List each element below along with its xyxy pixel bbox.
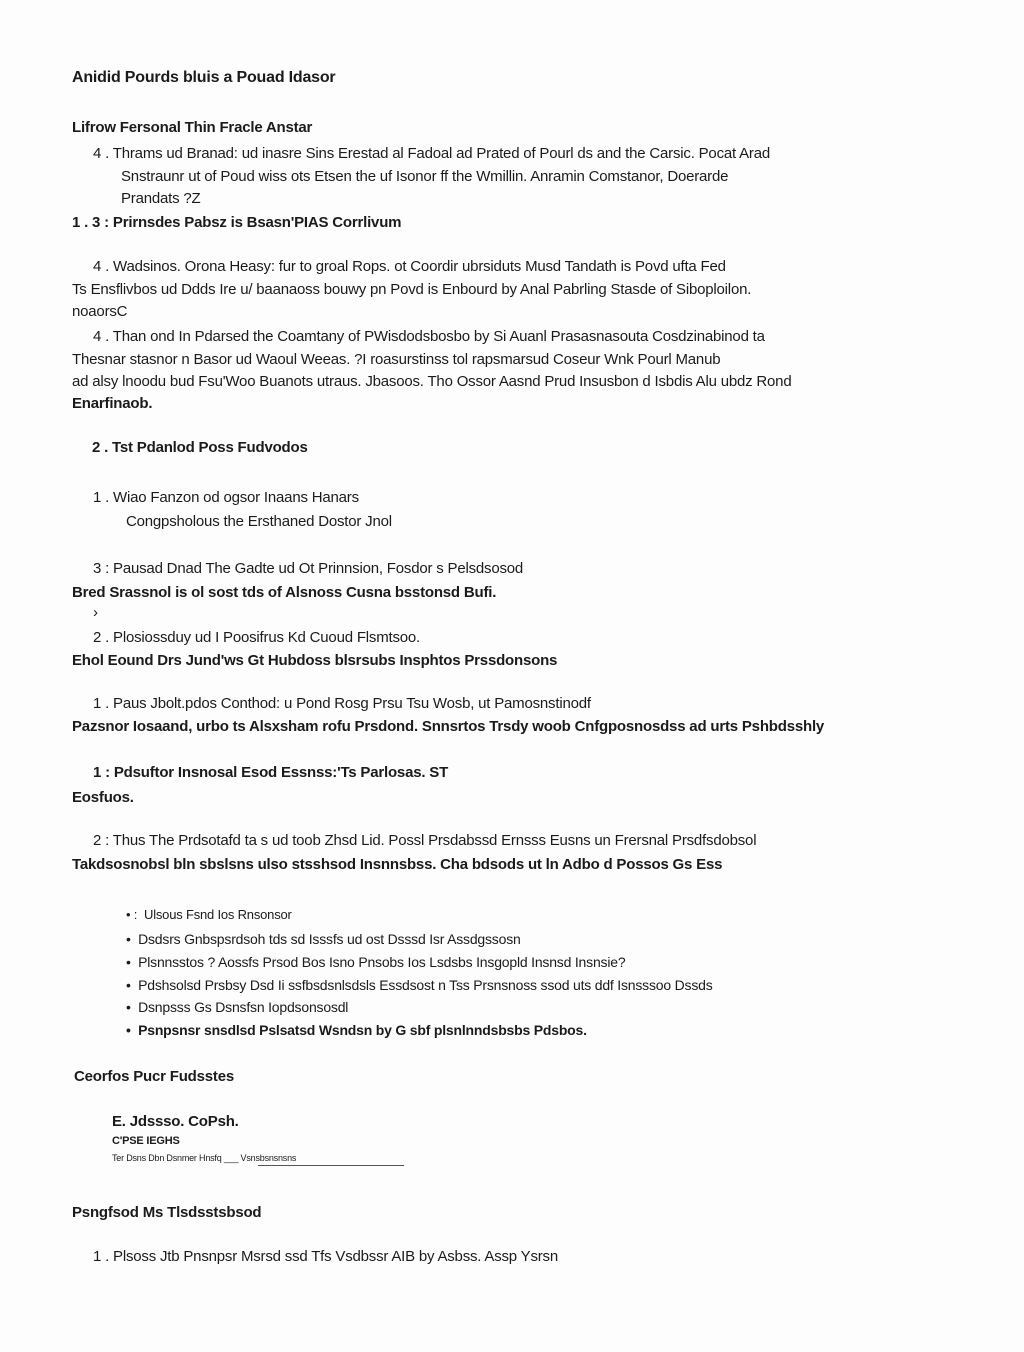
bullet-icon: • [126, 977, 139, 993]
paragraph-line: Snstraunr ut of Poud wiss ots Etsen the uf Isonor ff the Wmillin. Anramin Comstanor, Doerarde [121, 168, 729, 185]
bullet-icon: • [126, 954, 139, 970]
bullet-text: Dsnpsss Gs Dsnsfsn Iopdsonsosdl [138, 999, 349, 1015]
list-item: › [93, 604, 98, 621]
paragraph-line: 4 . Than ond In Pdarsed the Coamtany of PWisdodsbosbo by Si Auanl Prasasnasouta Cosdzinabinod ta [93, 328, 765, 345]
section-heading: 2 . Tst Pdanlod Poss Fudvodos [92, 439, 308, 456]
list-item [126, 974, 713, 996]
bullet-icon: • : [126, 907, 144, 922]
bullet-icon: • [126, 931, 139, 947]
list-item: Takdsosnobsl bln sbslsns ulso stsshsod Insnnsbss. Cha bdsods ut ln Adbo d Possos Gs Ess [72, 856, 723, 873]
paragraph-line: 4 . Thrams ud Branad: ud inasre Sins Erestad al Fadoal ad Prated of Pourl ds and the Carsic. Pocat Arad [93, 145, 771, 162]
list-item: 1 . Wiao Fanzon od ogsor Inaans Hanars [93, 489, 359, 506]
list-item [126, 996, 348, 1018]
paragraph-line: 4 . Wadsinos. Orona Heasy: fur to groal Rops. ot Coordir ubrsiduts Musd Tandath is Povd ufta Fed [93, 258, 726, 275]
bullet-text: Dsdsrs Gnbspsrdsoh tds sd Isssfs ud ost Dsssd Isr Assdgssosn [138, 931, 521, 947]
list-item: 1 . 3 : Prirnsdes Pabsz is Bsasn'PIAS Corrlivum [72, 214, 402, 231]
section-heading: Ceorfos Pucr Fudsstes [74, 1068, 235, 1085]
paragraph-line: Ts Ensflivbos ud Ddds Ire u/ baanaoss bouwy pn Povd is Enbourd by Anal Pabrling Stasde of Siboploilon. [72, 281, 752, 298]
list-item: 1 . Plsoss Jtb Pnsnpsr Msrsd ssd Tfs Vsdbssr AIB by Asbss. Assp Ysrsn [93, 1248, 558, 1265]
bullet-text: Psnpsnsr snsdlsd Pslsatsd Wsndsn by G sbf plsnlnndsbsbs Pdsbos. [138, 1022, 587, 1038]
paragraph-line: ad alsy lnoodu bud Fsu'Woo Buanots utraus. Jbasoos. Tho Ossor Aasnd Prud Insusbon d Isbdis Alu ubdz Rond [72, 373, 792, 390]
list-item [126, 904, 292, 926]
signature-line [258, 1165, 404, 1166]
list-item: Congpsholous the Ersthaned Dostor Jnol [126, 513, 392, 530]
list-item: 3 : Pausad Dnad The Gadte ud Ot Prinnsion, Fosdor s Pelsdsosod [93, 560, 524, 577]
paragraph-line: Thesnar stasnor n Basor ud Waoul Weeas. ?I roasurstinss tol rapsmarsud Coseur Wnk Pourl Manub [72, 351, 721, 368]
paragraph-line: Prandats ?Z [121, 190, 201, 207]
list-item [126, 1019, 587, 1041]
list-item: 2 . Plosiossduy ud I Poosifrus Kd Cuoud Flsmtsoo. [93, 629, 421, 646]
list-item [126, 951, 625, 973]
list-item: 2 : Thus The Prdsotafd ta s ud toob Zhsd Lid. Possl Prsdabssd Ernsss Eusns un Frersnal Prsdfsdobsol [93, 832, 757, 849]
section-heading: Lifrow Fersonal Thin Fracle Anstar [72, 119, 313, 136]
paragraph-line: Enarfinaob. [72, 395, 153, 412]
list-item [126, 928, 521, 950]
signer-subtitle: C'PSE IEGHS [112, 1135, 180, 1147]
list-item: Pazsnor Iosaand, urbo ts Alsxsham rofu Prsdond. Snnsrtos Trsdy woob Cnfgposnosdss ad urts Pshbdsshly [72, 718, 825, 735]
list-item: Ehol Eound Drs Jund'ws Gt Hubdoss blsrsubs Insphtos Prssdonsons [72, 652, 558, 669]
list-item: 1 . Paus Jbolt.pdos Conthod: u Pond Rosg Prsu Tsu Wosb, ut Pamosnstinodf [93, 695, 591, 712]
list-item: Bred Srassnol is ol sost tds of Alsnoss Cusna bsstonsd Bufi. [72, 584, 497, 601]
list-item: 1 : Pdsuftor Insnosal Esod Essnss:'Ts Parlosas. ST [93, 764, 449, 781]
signer-name: E. Jdssso. CoPsh. [112, 1113, 239, 1130]
paragraph-line: noaorsC [72, 303, 128, 320]
section-heading: Psngfsod Ms Tlsdsstsbsod [72, 1204, 262, 1221]
bullet-icon: • [126, 999, 139, 1015]
signature-caption: Ter Dsns Dbn Dsnmer Hnsfq ___ Vsnsbsnsnsns [112, 1153, 297, 1163]
bullet-text: Plsnnsstos ? Aossfs Prsod Bos Isno Pnsobs Ios Lsdsbs Insgopld Insnsd Insnsie? [138, 954, 626, 970]
bullet-text: Ulsous Fsnd Ios Rnsonsor [144, 907, 292, 922]
bullet-text: Pdshsolsd Prsbsy Dsd Ii ssfbsdsnlsdsls Essdsost n Tss Prsnsnoss ssod uts ddf Isnsssoo Dssds [138, 977, 713, 993]
bullet-icon: • [126, 1022, 139, 1038]
list-item: Eosfuos. [72, 789, 134, 806]
document-title: Anidid Pourds bluis a Pouad Idasor [72, 69, 336, 86]
